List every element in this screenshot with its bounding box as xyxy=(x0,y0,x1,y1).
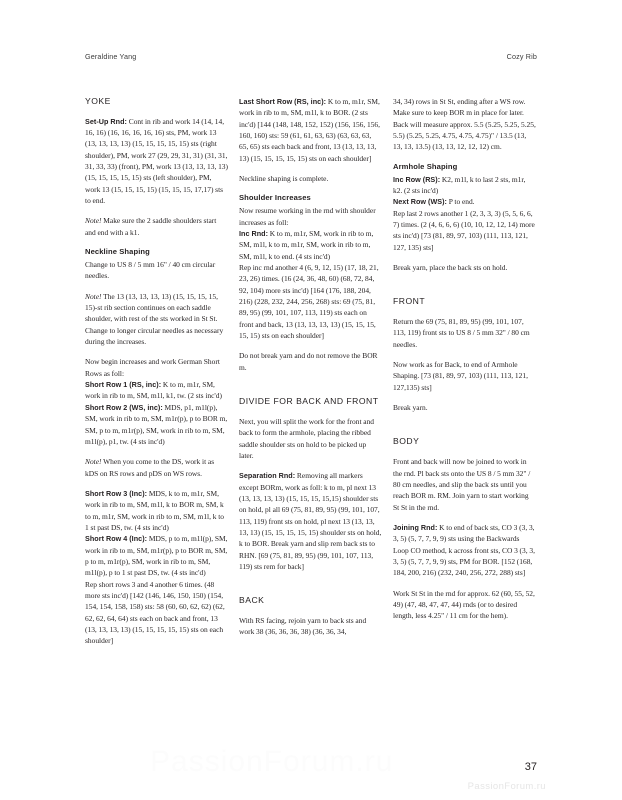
paragraph-rep-last-rows: Rep last 2 rows another 1 (2, 3, 3, 3) (5, 5, 6, 6, 7) times. (2 (4, 6, 6, 6) (10, 10, 12, 12, 14) more sts inc'd) [73 (81, 89, 97, 103) (111, 113, 121, 127, 135) sts] xyxy=(393,208,535,252)
spacer xyxy=(393,282,536,296)
paragraph-break-yarn-back: Break yarn, place the back sts on hold. xyxy=(393,262,508,272)
paragraph-next-row xyxy=(393,196,536,207)
column-3 xyxy=(393,96,536,756)
paragraph-work-st-st: Work St St in the rnd for approx. 62 (60, 55, 52, 49) (47, 48, 47, 47, 44) rnds (or to desired length, less 4.25" / 11 cm for the hem). xyxy=(393,588,535,621)
paragraph-inc-row xyxy=(393,174,536,197)
subheading-shoulder-increases: Shoulder Increases xyxy=(239,193,311,203)
running-head xyxy=(85,52,537,64)
text-short-row-1: K to m, m1r, SM, work in rib to m, SM, m1l, k1, tw. (2 sts inc'd) xyxy=(85,380,222,401)
paragraph-short-row-2 xyxy=(85,402,228,447)
label-short-row-1: Short Row 1 (RS, inc): xyxy=(85,380,162,390)
running-head-author: Geraldine Yang xyxy=(85,52,137,61)
column-2 xyxy=(239,96,382,756)
label-inc-rnd: Inc Rnd: xyxy=(239,228,269,238)
watermark: PassionForum.ru xyxy=(467,781,546,792)
paragraph-front-work: Now work as for Back, to end of Armhole Shaping. [73 (81, 89, 97, 103) (111, 113, 121, 127,135) sts] xyxy=(393,360,528,392)
paragraph-note-2 xyxy=(85,291,228,348)
label-joining-rnd: Joining Rnd: xyxy=(393,522,438,532)
label-short-row-4: Short Row 4 (Inc): xyxy=(85,534,148,544)
running-head-title: Cozy Rib xyxy=(506,52,537,61)
text-columns xyxy=(85,96,537,756)
text-last-short-row: K to m, m1r, SM, work in rib to m, SM, m1l, k to BOR. (2 sts inc'd) [144 (148, 148, 152, 152) (156, 156, 156, 160, 160) sts: 59 (61, 61, 63, 63) (63, 63, 63, 65, 65) sts each back and front, 13 (13, 13, 13, 13) (15, 15, 15, 15, 15) sts on each shoulder] xyxy=(239,97,381,163)
label-note-3: Note! xyxy=(85,457,102,467)
watermark-ghost: PassionForum.ru xyxy=(150,745,394,778)
text-inc-rnd: K to m, m1r, SM, work in rib to m, SM, m1l, k to m, m1r, SM, work in rib to m, SM, m1l, k to end. (4 sts inc'd) xyxy=(239,228,374,261)
subheading-armhole-shaping: Armhole Shaping xyxy=(393,161,458,171)
paragraph-note-1 xyxy=(85,215,228,238)
text-note-3: When you come to the DS, work it as kDS on RS rows and pDS on WS rows. xyxy=(85,457,215,478)
paragraph-rep-inc-rnd: Rep inc rnd another 4 (6, 9, 12, 15) (17, 18, 21, 23, 26) times. (16 (24, 36, 48, 60) (68, 72, 84, 92, 104) more sts inc'd) [164 (176, 188, 204, 216) (228, 232, 244, 256, 268) sts: 69 (75, 81, 89, 95) (99, 101, 107, 113, 119) sts each on front and back, 13 (13, 13, 13, 13) (15, 15, 15, 15, 15) sts on each shoulder] xyxy=(239,262,379,341)
paragraph-body-intro: Front and back will now be joined to work in the rnd. Pl back sts onto the US 8 / 5 mm 32" / 80 cm needles, and slip the back sts until you reach BOR m. RM. Join yarn to start working St St in the rnd. xyxy=(393,457,531,512)
paragraph-short-row-1 xyxy=(85,379,228,402)
label-short-row-2: Short Row 2 (WS, inc): xyxy=(85,402,163,412)
text-note-1: Make sure the 2 saddle shoulders start and end with a k1. xyxy=(85,216,217,237)
text-short-row-2: MDS, p1, m1l(p), SM, work in rib to m, SM, m1r(p), p to BOR m, SM, p to m, m1r(p), SM, work in rib to m, SM, m1l(p), p1, tw. (4 sts inc'd) xyxy=(85,402,228,446)
text-set-up-rnd: Cont in rib and work 14 (14, 14, 16, 16) (16, 16, 16, 16, 16) sts, PM, work 13 (13, 13, 13, 13) (15, 15, 15, 15, 15) sts (right shoulder), PM, work 27 (29, 29, 31, 31) (31, 31, 31, 33, 33) (front), PM, work 13 (13, 13, 13, 13) (15, 15, 15, 15, 15) sts (left shoulder), PM, work 13 (15, 15, 15, 15) (15, 15, 15, 17,17) sts to end. xyxy=(85,116,228,206)
text-joining-rnd: K to end of back sts, CO 3 (3, 3, 3, 5) (5, 7, 7, 9, 9) sts using the Backwards Loop CO method, k across front sts, CO 3 (3, 3, 3, 5) (5, 7, 7, 9, 9) sts, PM for BOR. [152 (168, 184, 200, 216) (232, 240, 256, 272, 288) sts] xyxy=(393,522,535,578)
section-heading-divide: DIVIDE FOR BACK AND FRONT xyxy=(239,396,379,407)
section-heading-back: BACK xyxy=(239,595,265,606)
paragraph-joining-rnd xyxy=(393,522,536,579)
paragraph-short-row-3 xyxy=(85,488,228,533)
label-last-short-row: Last Short Row (RS, inc): xyxy=(239,97,327,106)
text-separation-rnd: Removing all markers except BORm, work as foll: k to m, pl next 13 (13, 13, 13, 13) (15, 15, 15, 15,15) shoulder sts on hold, pl all 69 (75, 81, 89, 95) (99, 101, 107, 113, 119) front sts on hold, pl next 13 (13, 13, 13, 13) (15, 15, 15, 15, 15) shoulder sts on hold, k to BOR. Break yarn and slip rem back sts to RHN. [69 (75, 81, 89, 95) (99, 101, 107, 113, 119) sts rem for back] xyxy=(239,471,382,571)
page-number: 37 xyxy=(524,761,537,773)
paragraph-setup-rnd xyxy=(85,116,228,207)
paragraph-back-start: With RS facing, rejoin yarn to back sts and work 38 (36, 36, 36, 38) (36, 36, 34, xyxy=(239,616,367,637)
label-set-up-rnd: Set-Up Rnd: xyxy=(85,116,127,126)
column-1 xyxy=(85,96,228,756)
paragraph-short-row-4 xyxy=(85,533,228,578)
paragraph-shoulder-intro: Now resume working in the rnd with shoulder increases as foll: xyxy=(239,206,376,227)
label-next-row: Next Row (WS): xyxy=(393,197,448,207)
spacer xyxy=(239,581,382,595)
paragraph-separation-rnd xyxy=(239,470,382,572)
paragraph-begin-increases: Now begin increases and work German Short Rows as foll: xyxy=(85,357,220,378)
label-inc-row: Inc Row (RS): xyxy=(393,174,441,184)
label-short-row-3: Short Row 3 (Inc): xyxy=(85,488,148,498)
label-note-2: Note! xyxy=(85,291,102,301)
spacer xyxy=(393,422,536,436)
text-next-row: P to end. xyxy=(447,197,475,207)
paragraph-do-not-break: Do not break yarn and do not remove the BOR m. xyxy=(239,351,378,372)
paragraph-note-3 xyxy=(85,456,228,479)
label-separation-rnd: Separation Rnd: xyxy=(239,471,296,481)
label-note-1: Note! xyxy=(85,216,102,226)
paragraph-rep-short-rows: Rep short rows 3 and 4 another 6 times. (48 more sts inc'd) [142 (146, 146, 150, 150) (154, 154, 154, 158, 158) sts: 58 (60, 60, 62, 62) (62, 62, 62, 64, 64) sts each on back and front, 13 (13, 13, 13, 13) (15, 15, 15, 15, 15) sts on each shoulder] xyxy=(85,579,225,646)
text-short-row-3: MDS, k to m, m1r, SM, work in rib to m, SM, m1l, k to BOR m, SM, k to m, m1r, SM, work in rib to m, SM, m1l, k to 1 st past DS, tw. (4 sts inc'd) xyxy=(85,488,224,532)
spacer xyxy=(239,382,382,396)
paragraph-front-return: Return the 69 (75, 81, 89, 95) (99, 101, 107, 113, 119) front sts to US 8 / 5 mm 32" / 80 cm needles. xyxy=(393,317,530,349)
text-inc-row: K2, m1l, k to last 2 sts, m1r, k2. (2 sts inc'd) xyxy=(393,174,526,195)
section-heading-body: BODY xyxy=(393,436,420,447)
section-heading-front: FRONT xyxy=(393,296,426,307)
paragraph-break-yarn: Break yarn. xyxy=(393,403,428,413)
paragraph-last-short-row xyxy=(239,96,382,164)
paragraph-neckline-complete: Neckline shaping is complete. xyxy=(239,174,329,184)
paragraph-back-continued: 34, 34) rows in St St, ending after a WS row. Make sure to keep BOR m in place for later. Back will measure approx. 5.5 (5.25, 5.25, 5.25, 5.5) (5.25, 5.25, 4.75, 4.75, 4.75)" / 13.5 (13, 13, 13, 13.5) (13, 13, 12, 12, 12) cm. xyxy=(393,97,536,152)
section-heading-yoke: YOKE xyxy=(85,96,111,106)
paragraph-neckline-needles: Change to US 8 / 5 mm 16" / 40 cm circular needles. xyxy=(85,260,216,281)
paragraph-inc-rnd xyxy=(239,228,382,262)
text-short-row-4: MDS, p to m, m1l(p), SM, work in rib to m, SM, m1r(p), p to BOR m, SM, p to m, m1r(p), SM, work in rib to m, SM, m1l(p), p to 1 st past DS, tw. (4 sts inc'd) xyxy=(85,534,228,578)
subheading-neckline-shaping: Neckline Shaping xyxy=(85,247,150,257)
text-note-2: The 13 (13, 13, 13, 13) (15, 15, 15, 15, 15)-st rib section continues on each saddle shoulder, with rest of the sts worked in St St. Change to longer circular needles as necessary during the increases. xyxy=(85,291,224,347)
paragraph-divide-intro: Next, you will split the work for the front and back to form the armhole, placing the ribbed saddle shoulder sts on hold to be picked up later. xyxy=(239,416,375,460)
